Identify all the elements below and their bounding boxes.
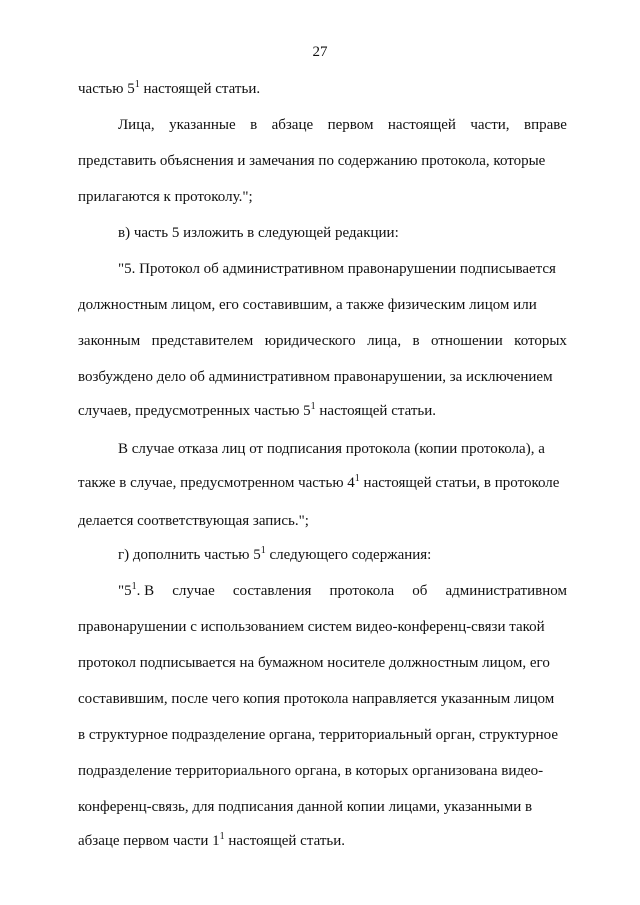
text-line: г) дополнить частью $5^1$ следующего содержания: (118, 545, 432, 563)
text-line: "$5^1$. В случае составления протокола об административном (118, 581, 567, 599)
page-number: 27 (312, 44, 328, 60)
superscript: 1 (260, 545, 266, 556)
text-line: законным представителем юридического лица, в отношении которых (78, 333, 567, 349)
superscript: 1 (131, 581, 137, 592)
text-line: представить объяснения и замечания по содержанию протокола, которые (78, 153, 546, 169)
text-line: подразделение территориального органа, в которых организована видео- (78, 763, 544, 779)
text-line: конференц-связь, для подписания данной копии лицами, указанными в (78, 799, 533, 815)
text-line: протокол подписывается на бумажном носителе должностным лицом, его (78, 655, 550, 671)
text-line: возбуждено дело об административном правонарушении, за исключением (78, 369, 553, 385)
superscript: 1 (134, 79, 140, 90)
text-line: делается соответствующая запись."; (78, 513, 309, 529)
text-line: также в случае, предусмотренном частью $4^1$ настоящей статьи, в протоколе (78, 473, 560, 491)
text-line: абзаце первом части $1^1$ настоящей статьи. (78, 831, 346, 849)
text-line: случаев, предусмотренных частью $5^1$ настоящей статьи. (78, 401, 437, 419)
text-line: составившим, после чего копия протокола направляется указанным лицом (78, 691, 555, 707)
superscript: 1 (310, 401, 316, 412)
text-line: "5. Протокол об административном правонарушении подписывается (118, 261, 556, 277)
text-line: В случае отказа лиц от подписания протокола (копии протокола), а (118, 441, 545, 457)
superscript: 1 (354, 473, 360, 484)
superscript: 1 (219, 831, 225, 842)
text-line: должностным лицом, его составившим, а также физическим лицом или (78, 297, 537, 313)
text-line: правонарушении с использованием систем видео-конференц-связи такой (78, 619, 545, 635)
text-line: Лица, указанные в абзаце первом настоящей части, вправе (118, 117, 567, 133)
text-line: в структурное подразделение органа, территориальный орган, структурное (78, 727, 558, 743)
text-line: частью $5^1$ настоящей статьи. (78, 79, 261, 97)
text-line: прилагаются к протоколу."; (78, 189, 253, 205)
text-line: в) часть 5 изложить в следующей редакции: (118, 225, 399, 241)
